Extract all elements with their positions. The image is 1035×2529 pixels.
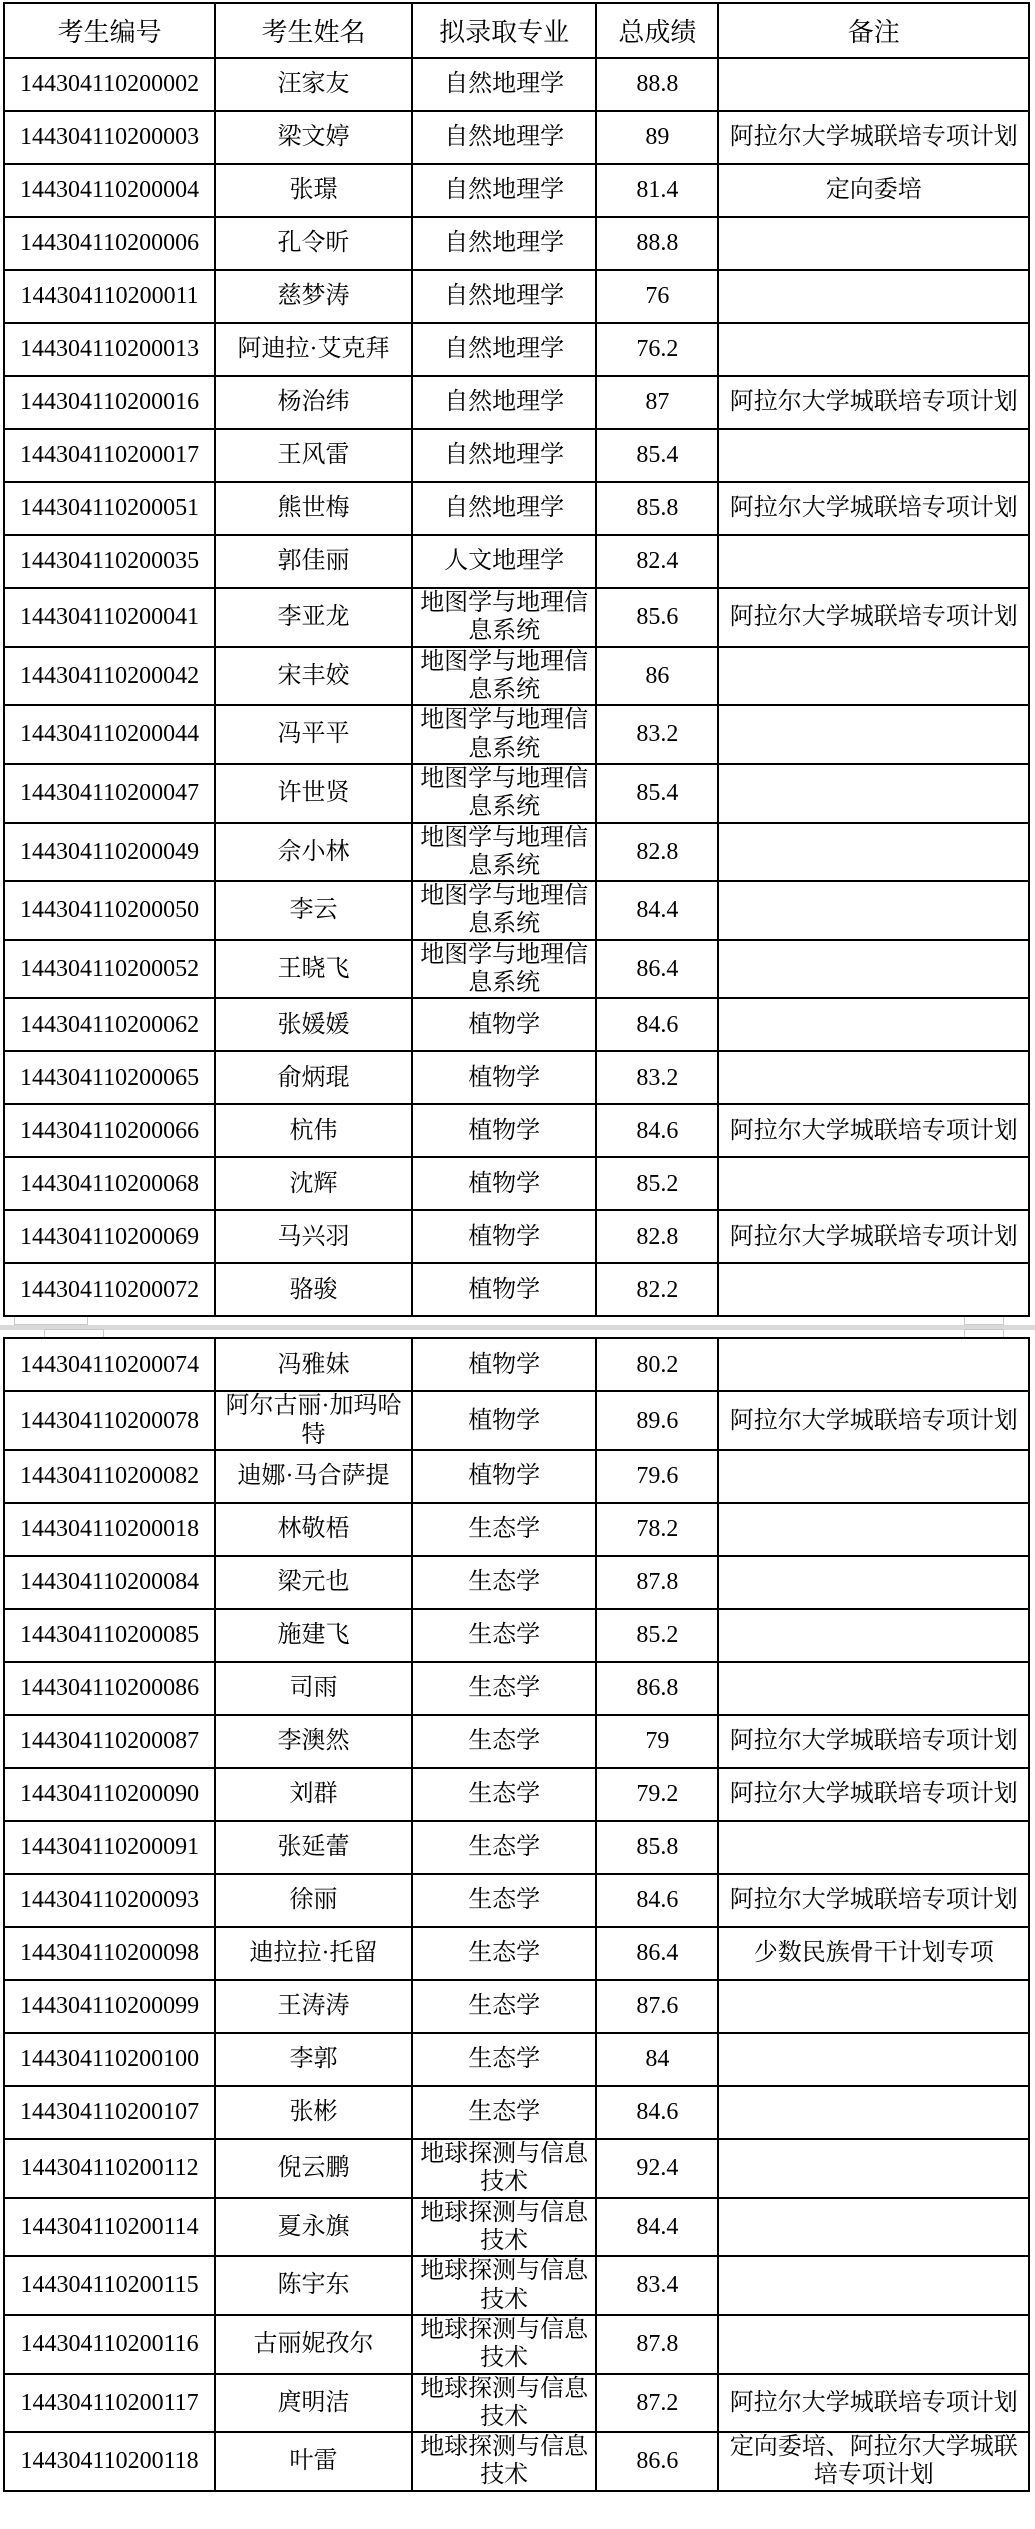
cell-candidate-id: 144304110200078 [4, 1391, 215, 1450]
cell-candidate-name: 刘群 [215, 1768, 412, 1821]
table-row [4, 647, 1029, 706]
table-row [4, 1391, 1029, 1450]
cell-admission-major: 生态学 [412, 1768, 597, 1821]
cell-remark: 少数民族骨干计划专项 [718, 1927, 1029, 1980]
cell-total-score: 80.2 [596, 1338, 718, 1391]
cell-candidate-name: 叶雷 [215, 2432, 412, 2491]
table-row [4, 1450, 1029, 1503]
cell-remark [718, 2033, 1029, 2086]
cell-candidate-id: 144304110200042 [4, 647, 215, 706]
cell-admission-major: 植物学 [412, 1263, 597, 1316]
cell-admission-major: 地图学与地理信息系统 [412, 705, 597, 764]
cell-candidate-id: 144304110200100 [4, 2033, 215, 2086]
cell-candidate-id: 144304110200069 [4, 1210, 215, 1263]
cell-total-score: 76.2 [596, 323, 718, 376]
cell-candidate-name: 陈宇东 [215, 2256, 412, 2315]
cell-total-score: 84.6 [596, 2086, 718, 2139]
cell-total-score: 88.8 [596, 217, 718, 270]
cell-admission-major: 地球探测与信息技术 [412, 2432, 597, 2491]
cell-candidate-id: 144304110200068 [4, 1157, 215, 1210]
table-row [4, 2432, 1029, 2491]
cell-candidate-id: 144304110200118 [4, 2432, 215, 2491]
cell-candidate-name: 杭伟 [215, 1104, 412, 1157]
page-break-shadow-tab [44, 1329, 104, 1337]
table-row [4, 482, 1029, 535]
cell-remark [718, 1821, 1029, 1874]
cell-remark [718, 1662, 1029, 1715]
cell-remark: 阿拉尔大学城联培专项计划 [718, 1768, 1029, 1821]
cell-admission-major: 人文地理学 [412, 535, 597, 588]
table-row [4, 940, 1029, 999]
cell-candidate-name: 张媛媛 [215, 998, 412, 1051]
table-row [4, 823, 1029, 882]
cell-candidate-id: 144304110200117 [4, 2374, 215, 2433]
cell-remark [718, 705, 1029, 764]
table-row [4, 323, 1029, 376]
table-row [4, 998, 1029, 1051]
table-row [4, 164, 1029, 217]
cell-total-score: 82.4 [596, 535, 718, 588]
cell-total-score: 84.4 [596, 881, 718, 940]
cell-candidate-name: 李亚龙 [215, 588, 412, 647]
cell-candidate-id: 144304110200013 [4, 323, 215, 376]
cell-total-score: 79.2 [596, 1768, 718, 1821]
cell-remark [718, 1051, 1029, 1104]
cell-admission-major: 自然地理学 [412, 323, 597, 376]
cell-total-score: 85.8 [596, 1821, 718, 1874]
cell-remark [718, 535, 1029, 588]
cell-remark [718, 1980, 1029, 2033]
cell-candidate-name: 佘小林 [215, 823, 412, 882]
cell-remark: 阿拉尔大学城联培专项计划 [718, 1874, 1029, 1927]
page-break-shadow-tab [964, 1329, 1004, 1337]
cell-remark [718, 323, 1029, 376]
cell-admission-major: 生态学 [412, 1821, 597, 1874]
cell-candidate-id: 144304110200044 [4, 705, 215, 764]
cell-total-score: 89 [596, 111, 718, 164]
cell-remark [718, 58, 1029, 111]
cell-admission-major: 地球探测与信息技术 [412, 2374, 597, 2433]
cell-total-score: 85.6 [596, 588, 718, 647]
cell-candidate-name: 古丽妮孜尔 [215, 2315, 412, 2374]
cell-total-score: 82.2 [596, 1263, 718, 1316]
cell-admission-major: 植物学 [412, 1338, 597, 1391]
table-row [4, 2374, 1029, 2433]
table-row [4, 1662, 1029, 1715]
cell-candidate-id: 144304110200112 [4, 2139, 215, 2198]
cell-remark [718, 2086, 1029, 2139]
cell-remark [718, 1157, 1029, 1210]
cell-admission-major: 自然地理学 [412, 270, 597, 323]
cell-total-score: 86.8 [596, 1662, 718, 1715]
cell-remark [718, 823, 1029, 882]
cell-total-score: 87.6 [596, 1980, 718, 2033]
cell-total-score: 83.2 [596, 1051, 718, 1104]
cell-admission-major: 植物学 [412, 1391, 597, 1450]
cell-candidate-name: 沈辉 [215, 1157, 412, 1210]
cell-total-score: 84 [596, 2033, 718, 2086]
cell-admission-major: 自然地理学 [412, 376, 597, 429]
cell-total-score: 76 [596, 270, 718, 323]
cell-remark [718, 940, 1029, 999]
cell-admission-major: 地球探测与信息技术 [412, 2139, 597, 2198]
cell-total-score: 85.4 [596, 764, 718, 823]
cell-candidate-name: 阿尔古丽·加玛哈特 [215, 1391, 412, 1450]
header-cell-remark: 备注 [718, 3, 1029, 58]
cell-total-score: 78.2 [596, 1503, 718, 1556]
cell-total-score: 85.4 [596, 429, 718, 482]
cell-candidate-name: 张彬 [215, 2086, 412, 2139]
cell-remark: 阿拉尔大学城联培专项计划 [718, 1715, 1029, 1768]
cell-admission-major: 地图学与地理信息系统 [412, 647, 597, 706]
table-row [4, 1051, 1029, 1104]
cell-candidate-id: 144304110200066 [4, 1104, 215, 1157]
cell-candidate-id: 144304110200091 [4, 1821, 215, 1874]
table-row [4, 1556, 1029, 1609]
cell-candidate-id: 144304110200084 [4, 1556, 215, 1609]
table-row [4, 1927, 1029, 1980]
cell-admission-major: 地球探测与信息技术 [412, 2198, 597, 2257]
cell-total-score: 82.8 [596, 1210, 718, 1263]
cell-candidate-name: 迪娜·马合萨提 [215, 1450, 412, 1503]
cell-total-score: 87.8 [596, 2315, 718, 2374]
table-row [4, 1715, 1029, 1768]
table-row [4, 535, 1029, 588]
cell-candidate-name: 孔令昕 [215, 217, 412, 270]
header-cell-admission-major: 拟录取专业 [412, 3, 597, 58]
admission-table-page-1 [3, 2, 1030, 1317]
table-row [4, 429, 1029, 482]
cell-candidate-name: 郭佳丽 [215, 535, 412, 588]
cell-total-score: 81.4 [596, 164, 718, 217]
cell-remark [718, 647, 1029, 706]
cell-candidate-id: 144304110200047 [4, 764, 215, 823]
cell-total-score: 85.8 [596, 482, 718, 535]
cell-admission-major: 生态学 [412, 1662, 597, 1715]
cell-remark [718, 764, 1029, 823]
cell-candidate-name: 阿迪拉·艾克拜 [215, 323, 412, 376]
cell-candidate-name: 王风雷 [215, 429, 412, 482]
cell-candidate-name: 徐丽 [215, 1874, 412, 1927]
cell-candidate-name: 宋丰姣 [215, 647, 412, 706]
cell-total-score: 86.4 [596, 1927, 718, 1980]
cell-candidate-name: 梁文婷 [215, 111, 412, 164]
cell-remark [718, 270, 1029, 323]
cell-candidate-id: 144304110200051 [4, 482, 215, 535]
cell-admission-major: 生态学 [412, 1503, 597, 1556]
table-row [4, 111, 1029, 164]
header-cell-candidate-id: 考生编号 [4, 3, 215, 58]
cell-remark [718, 998, 1029, 1051]
table-row [4, 1338, 1029, 1391]
cell-admission-major: 地图学与地理信息系统 [412, 764, 597, 823]
table-row [4, 1609, 1029, 1662]
cell-candidate-name: 骆骏 [215, 1263, 412, 1316]
cell-admission-major: 生态学 [412, 1715, 597, 1768]
table-row [4, 217, 1029, 270]
cell-candidate-id: 144304110200098 [4, 1927, 215, 1980]
cell-remark [718, 1338, 1029, 1391]
cell-candidate-id: 144304110200086 [4, 1662, 215, 1715]
table-row [4, 1157, 1029, 1210]
cell-total-score: 84.6 [596, 1104, 718, 1157]
cell-total-score: 85.2 [596, 1609, 718, 1662]
cell-candidate-name: 庹明洁 [215, 2374, 412, 2433]
cell-candidate-name: 杨治纬 [215, 376, 412, 429]
cell-total-score: 79.6 [596, 1450, 718, 1503]
cell-remark: 阿拉尔大学城联培专项计划 [718, 376, 1029, 429]
table-row [4, 376, 1029, 429]
cell-candidate-name: 俞炳琨 [215, 1051, 412, 1104]
cell-remark [718, 429, 1029, 482]
page-break-shadow-tab [964, 1317, 1004, 1325]
page-break-shadow-tab [14, 1317, 88, 1325]
cell-admission-major: 自然地理学 [412, 58, 597, 111]
cell-candidate-id: 144304110200035 [4, 535, 215, 588]
cell-admission-major: 植物学 [412, 998, 597, 1051]
cell-candidate-name: 王涛涛 [215, 1980, 412, 2033]
cell-total-score: 86 [596, 647, 718, 706]
table-row [4, 2315, 1029, 2374]
cell-admission-major: 自然地理学 [412, 164, 597, 217]
cell-remark: 阿拉尔大学城联培专项计划 [718, 482, 1029, 535]
admission-table-page-2 [3, 1337, 1030, 2491]
header-cell-total-score: 总成绩 [596, 3, 718, 58]
cell-admission-major: 地图学与地理信息系统 [412, 588, 597, 647]
cell-admission-major: 植物学 [412, 1104, 597, 1157]
cell-candidate-id: 144304110200052 [4, 940, 215, 999]
cell-candidate-name: 夏永旗 [215, 2198, 412, 2257]
cell-remark [718, 1556, 1029, 1609]
cell-candidate-name: 林敬梧 [215, 1503, 412, 1556]
cell-candidate-id: 144304110200085 [4, 1609, 215, 1662]
cell-total-score: 87.2 [596, 2374, 718, 2433]
cell-candidate-name: 梁元也 [215, 1556, 412, 1609]
cell-remark [718, 217, 1029, 270]
cell-remark: 定向委培 [718, 164, 1029, 217]
cell-candidate-name: 倪云鹏 [215, 2139, 412, 2198]
page-break-band [0, 1325, 1035, 1330]
cell-candidate-id: 144304110200002 [4, 58, 215, 111]
cell-remark [718, 2256, 1029, 2315]
table-row [4, 1104, 1029, 1157]
table-row [4, 1980, 1029, 2033]
cell-total-score: 89.6 [596, 1391, 718, 1450]
cell-total-score: 82.8 [596, 823, 718, 882]
cell-remark [718, 1609, 1029, 1662]
cell-candidate-name: 慈梦涛 [215, 270, 412, 323]
table-row [4, 58, 1029, 111]
cell-total-score: 88.8 [596, 58, 718, 111]
cell-candidate-name: 李澳然 [215, 1715, 412, 1768]
cell-candidate-id: 144304110200018 [4, 1503, 215, 1556]
table-row [4, 2086, 1029, 2139]
cell-total-score: 84.4 [596, 2198, 718, 2257]
cell-admission-major: 植物学 [412, 1157, 597, 1210]
cell-admission-major: 自然地理学 [412, 217, 597, 270]
cell-remark [718, 1503, 1029, 1556]
table-row [4, 881, 1029, 940]
cell-admission-major: 植物学 [412, 1051, 597, 1104]
cell-total-score: 86.6 [596, 2432, 718, 2491]
cell-candidate-name: 施建飞 [215, 1609, 412, 1662]
cell-candidate-id: 144304110200087 [4, 1715, 215, 1768]
cell-candidate-id: 144304110200004 [4, 164, 215, 217]
cell-admission-major: 植物学 [412, 1210, 597, 1263]
cell-candidate-id: 144304110200049 [4, 823, 215, 882]
cell-candidate-name: 迪拉拉·托留 [215, 1927, 412, 1980]
cell-remark [718, 1450, 1029, 1503]
table-row [4, 705, 1029, 764]
cell-admission-major: 自然地理学 [412, 482, 597, 535]
table-row [4, 1821, 1029, 1874]
cell-remark: 阿拉尔大学城联培专项计划 [718, 1210, 1029, 1263]
cell-candidate-name: 马兴羽 [215, 1210, 412, 1263]
cell-remark [718, 881, 1029, 940]
cell-admission-major: 生态学 [412, 1556, 597, 1609]
cell-candidate-id: 144304110200050 [4, 881, 215, 940]
table-row [4, 1210, 1029, 1263]
table-row [4, 1503, 1029, 1556]
cell-candidate-id: 144304110200099 [4, 1980, 215, 2033]
cell-candidate-id: 144304110200065 [4, 1051, 215, 1104]
cell-total-score: 92.4 [596, 2139, 718, 2198]
cell-candidate-id: 144304110200011 [4, 270, 215, 323]
cell-candidate-id: 144304110200017 [4, 429, 215, 482]
cell-candidate-id: 144304110200003 [4, 111, 215, 164]
table-row [4, 2139, 1029, 2198]
table-row [4, 2033, 1029, 2086]
cell-candidate-name: 许世贤 [215, 764, 412, 823]
cell-candidate-name: 李云 [215, 881, 412, 940]
cell-candidate-id: 144304110200006 [4, 217, 215, 270]
cell-candidate-id: 144304110200074 [4, 1338, 215, 1391]
cell-total-score: 85.2 [596, 1157, 718, 1210]
cell-admission-major: 植物学 [412, 1450, 597, 1503]
cell-total-score: 86.4 [596, 940, 718, 999]
cell-total-score: 83.4 [596, 2256, 718, 2315]
cell-candidate-name: 冯雅妹 [215, 1338, 412, 1391]
table-row [4, 588, 1029, 647]
table-row [4, 2198, 1029, 2257]
cell-candidate-id: 144304110200090 [4, 1768, 215, 1821]
table-row [4, 2256, 1029, 2315]
cell-total-score: 84.6 [596, 1874, 718, 1927]
cell-admission-major: 自然地理学 [412, 111, 597, 164]
cell-remark: 阿拉尔大学城联培专项计划 [718, 1391, 1029, 1450]
table-row [4, 1768, 1029, 1821]
cell-candidate-id: 144304110200016 [4, 376, 215, 429]
cell-admission-major: 生态学 [412, 1609, 597, 1662]
document-page-1 [3, 0, 1030, 1317]
cell-candidate-name: 熊世梅 [215, 482, 412, 535]
cell-remark [718, 2198, 1029, 2257]
cell-candidate-id: 144304110200107 [4, 2086, 215, 2139]
cell-candidate-name: 王晓飞 [215, 940, 412, 999]
cell-candidate-name: 张璟 [215, 164, 412, 217]
document-page-2 [3, 1337, 1030, 2491]
cell-candidate-id: 144304110200115 [4, 2256, 215, 2315]
cell-remark [718, 1263, 1029, 1316]
table-row [4, 1263, 1029, 1316]
cell-candidate-id: 144304110200093 [4, 1874, 215, 1927]
cell-candidate-name: 李郭 [215, 2033, 412, 2086]
cell-remark: 阿拉尔大学城联培专项计划 [718, 588, 1029, 647]
cell-admission-major: 地球探测与信息技术 [412, 2315, 597, 2374]
cell-admission-major: 地图学与地理信息系统 [412, 823, 597, 882]
header-row [4, 3, 1029, 58]
table-row [4, 270, 1029, 323]
cell-candidate-name: 张延蕾 [215, 1821, 412, 1874]
cell-remark [718, 2139, 1029, 2198]
cell-admission-major: 生态学 [412, 1927, 597, 1980]
cell-total-score: 79 [596, 1715, 718, 1768]
cell-candidate-id: 144304110200062 [4, 998, 215, 1051]
cell-candidate-name: 冯平平 [215, 705, 412, 764]
cell-admission-major: 自然地理学 [412, 429, 597, 482]
cell-admission-major: 生态学 [412, 1980, 597, 2033]
cell-remark: 阿拉尔大学城联培专项计划 [718, 2374, 1029, 2433]
cell-total-score: 87.8 [596, 1556, 718, 1609]
table-row [4, 764, 1029, 823]
cell-candidate-name: 司雨 [215, 1662, 412, 1715]
cell-admission-major: 地图学与地理信息系统 [412, 881, 597, 940]
cell-candidate-id: 144304110200041 [4, 588, 215, 647]
cell-candidate-id: 144304110200116 [4, 2315, 215, 2374]
cell-candidate-name: 汪家友 [215, 58, 412, 111]
table-row [4, 1874, 1029, 1927]
cell-remark [718, 2315, 1029, 2374]
cell-total-score: 84.6 [596, 998, 718, 1051]
cell-admission-major: 生态学 [412, 2086, 597, 2139]
cell-admission-major: 地球探测与信息技术 [412, 2256, 597, 2315]
cell-remark: 阿拉尔大学城联培专项计划 [718, 111, 1029, 164]
cell-remark: 阿拉尔大学城联培专项计划 [718, 1104, 1029, 1157]
cell-admission-major: 生态学 [412, 1874, 597, 1927]
cell-candidate-id: 144304110200114 [4, 2198, 215, 2257]
cell-candidate-id: 144304110200082 [4, 1450, 215, 1503]
header-cell-candidate-name: 考生姓名 [215, 3, 412, 58]
cell-total-score: 87 [596, 376, 718, 429]
cell-remark: 定向委培、阿拉尔大学城联培专项计划 [718, 2432, 1029, 2491]
cell-total-score: 83.2 [596, 705, 718, 764]
cell-admission-major: 生态学 [412, 2033, 597, 2086]
page-break [0, 1317, 1035, 1337]
cell-candidate-id: 144304110200072 [4, 1263, 215, 1316]
cell-admission-major: 地图学与地理信息系统 [412, 940, 597, 999]
